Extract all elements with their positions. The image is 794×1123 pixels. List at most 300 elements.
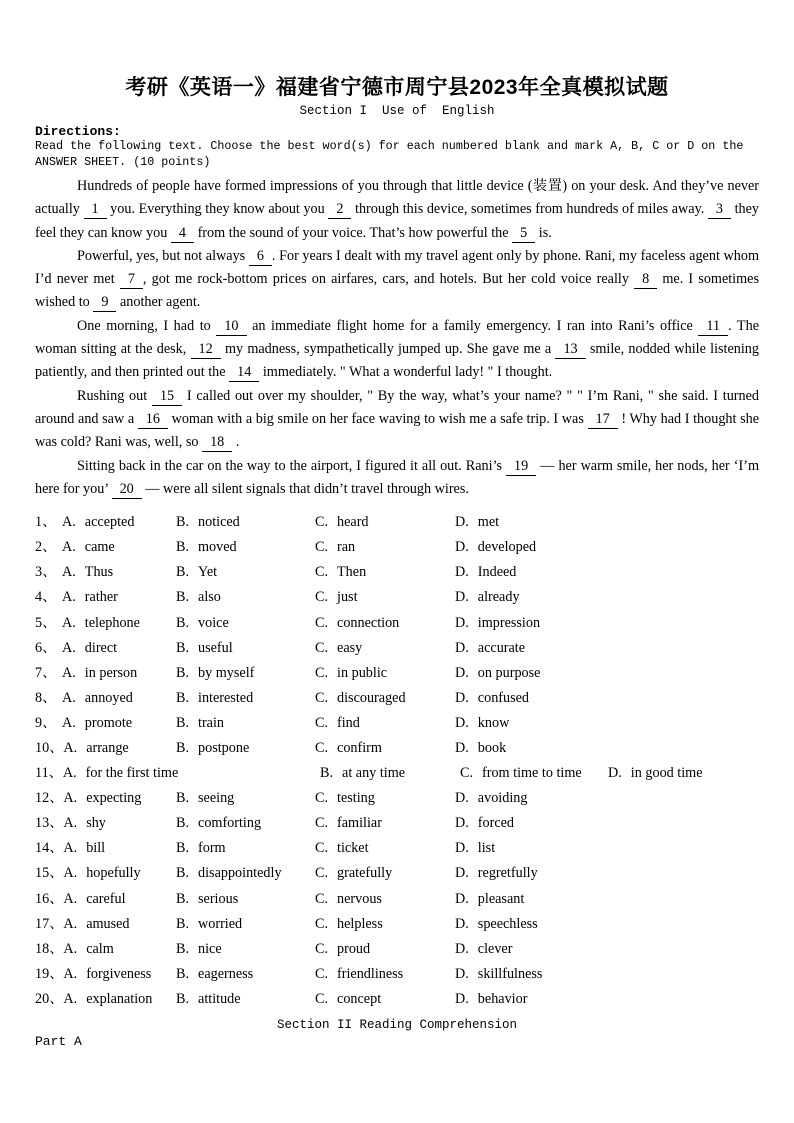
question-number: 9、 — [35, 714, 57, 731]
option-text: friendliness — [337, 965, 404, 982]
option-letter: D. — [455, 689, 469, 706]
option-cell — [176, 786, 315, 811]
option-cell — [315, 736, 455, 761]
option-letter: B. — [176, 890, 190, 907]
option-letter: A. — [62, 664, 76, 681]
option-letter: C. — [315, 639, 329, 656]
cloze-blank: 17 — [588, 411, 618, 429]
question-number: 15、 — [35, 865, 64, 882]
option-cell — [315, 962, 455, 987]
option-cell — [35, 611, 176, 636]
option-letter: D. — [455, 564, 469, 581]
option-cell — [315, 585, 455, 610]
question-number: 3、 — [35, 564, 57, 581]
option-cell — [176, 962, 315, 987]
option-cell — [455, 585, 759, 610]
option-letter: B. — [176, 639, 190, 656]
question-row — [35, 686, 759, 711]
option-letter: D. — [455, 740, 469, 756]
cloze-blank: 3 — [708, 201, 731, 219]
option-cell — [176, 811, 315, 836]
question-row — [35, 786, 759, 811]
option-text: Thus — [84, 564, 114, 581]
option-cell — [35, 987, 176, 1012]
option-letter: B. — [320, 765, 334, 782]
option-text: speechless — [477, 915, 538, 932]
option-cell — [315, 987, 455, 1012]
option-cell — [315, 560, 455, 585]
option-text: impression — [477, 614, 541, 631]
option-letter: D. — [455, 614, 469, 631]
option-text: ticket — [337, 840, 369, 857]
option-letter: D. — [455, 589, 469, 606]
cloze-blank: 11 — [698, 318, 728, 336]
option-letter: C. — [460, 765, 474, 782]
option-text: already — [477, 589, 520, 606]
question-row — [35, 761, 759, 786]
option-text: amused — [86, 915, 130, 932]
option-text: annoyed — [84, 689, 133, 706]
question-number: 16、 — [35, 890, 64, 907]
option-text: developed — [477, 539, 537, 556]
option-letter: A. — [63, 890, 78, 907]
option-text: ran — [337, 539, 356, 556]
option-cell — [455, 611, 759, 636]
option-text: from time to time — [482, 765, 582, 782]
option-letter: A. — [62, 514, 76, 531]
cloze-blank: 4 — [171, 225, 194, 243]
cloze-blank: 16 — [138, 411, 168, 429]
option-text: pleasant — [477, 890, 525, 907]
option-text: comforting — [198, 815, 262, 832]
option-letter: D. — [455, 790, 469, 807]
option-letter: A. — [63, 990, 78, 1007]
option-letter: D. — [455, 990, 469, 1007]
option-cell — [176, 836, 315, 861]
option-cell — [460, 761, 608, 786]
question-row — [35, 912, 759, 937]
option-text: explanation — [86, 990, 153, 1007]
option-text: by myself — [198, 664, 255, 681]
question-number: 1、 — [35, 514, 57, 531]
option-text: came — [84, 539, 115, 556]
option-letter: C. — [315, 740, 329, 756]
option-letter: B. — [176, 790, 190, 807]
option-letter: B. — [176, 714, 190, 731]
option-cell — [455, 811, 759, 836]
option-cell — [176, 636, 315, 661]
option-cell — [35, 636, 176, 661]
option-letter: C. — [315, 940, 329, 957]
option-letter: B. — [176, 664, 190, 681]
option-cell — [315, 711, 455, 736]
option-cell — [455, 987, 759, 1012]
option-cell — [315, 661, 455, 686]
option-text: hopefully — [86, 865, 141, 882]
option-text: in good time — [630, 765, 703, 782]
option-letter: A. — [63, 740, 78, 756]
question-row — [35, 811, 759, 836]
option-letter: D. — [455, 865, 469, 882]
option-text: Then — [337, 564, 367, 581]
question-number: 7、 — [35, 664, 57, 681]
option-text: just — [337, 589, 358, 606]
option-letter: A. — [63, 815, 78, 832]
option-text: useful — [198, 639, 233, 656]
option-cell — [455, 711, 759, 736]
cloze-blank: 20 — [112, 481, 142, 499]
option-letter: A. — [62, 539, 76, 556]
option-cell — [35, 711, 176, 736]
option-text: accepted — [84, 514, 135, 531]
option-cell — [176, 736, 315, 761]
option-text: postpone — [198, 740, 250, 756]
option-letter: D. — [455, 714, 469, 731]
option-cell — [176, 661, 315, 686]
option-text: train — [198, 714, 225, 731]
option-text: behavior — [477, 990, 528, 1007]
option-text: shy — [86, 815, 106, 832]
option-text: disappointedly — [198, 865, 282, 882]
option-text: at any time — [342, 765, 406, 782]
option-cell — [320, 761, 460, 786]
option-letter: A. — [62, 614, 76, 631]
option-letter: C. — [315, 790, 329, 807]
option-letter: A. — [63, 865, 78, 882]
option-letter: C. — [315, 539, 329, 556]
option-text: accurate — [477, 639, 526, 656]
option-cell — [455, 535, 759, 560]
option-text: skillfulness — [477, 965, 543, 982]
option-letter: C. — [315, 614, 329, 631]
option-cell — [176, 861, 315, 886]
question-number: 6、 — [35, 639, 57, 656]
option-text: expecting — [86, 790, 142, 807]
option-letter: C. — [315, 890, 329, 907]
option-letter: C. — [315, 840, 329, 857]
option-letter: B. — [176, 740, 190, 756]
question-row — [35, 836, 759, 861]
option-letter: D. — [455, 815, 469, 832]
option-cell — [35, 786, 176, 811]
question-row — [35, 962, 759, 987]
option-letter: B. — [176, 915, 190, 932]
option-letter: D. — [455, 664, 469, 681]
question-number: 18、 — [35, 940, 64, 957]
option-text: Yet — [198, 564, 218, 581]
option-letter: D. — [608, 765, 622, 782]
question-number: 20、 — [35, 990, 64, 1007]
option-letter: B. — [176, 840, 190, 857]
option-text: list — [477, 840, 496, 857]
question-number: 5、 — [35, 614, 57, 631]
question-row — [35, 535, 759, 560]
option-cell — [35, 686, 176, 711]
question-number: 19、 — [35, 965, 64, 982]
option-text: book — [477, 740, 507, 756]
option-letter: D. — [455, 840, 469, 857]
option-text: regretfully — [477, 865, 538, 882]
cloze-blank: 14 — [229, 364, 259, 382]
option-cell — [315, 510, 455, 535]
option-letter: B. — [176, 689, 190, 706]
option-text: forgiveness — [86, 965, 152, 982]
question-row — [35, 711, 759, 736]
option-text: find — [337, 714, 360, 731]
cloze-blank: 5 — [512, 225, 535, 243]
option-letter: B. — [176, 539, 190, 556]
question-number: 4、 — [35, 589, 57, 606]
option-letter: D. — [455, 639, 469, 656]
cloze-blank: 9 — [93, 294, 116, 312]
option-text: connection — [337, 614, 400, 631]
option-text: seeing — [198, 790, 235, 807]
question-row — [35, 736, 759, 761]
question-row — [35, 510, 759, 535]
option-text: concept — [337, 990, 382, 1007]
option-cell — [35, 861, 176, 886]
option-cell — [315, 811, 455, 836]
option-cell — [315, 636, 455, 661]
page-title: 考研《英语一》福建省宁德市周宁县2023年全真模拟试题 — [125, 76, 669, 99]
option-letter: C. — [315, 664, 329, 681]
question-row — [35, 585, 759, 610]
question-number: 10、 — [35, 740, 64, 756]
option-text: clever — [477, 940, 513, 957]
option-cell — [35, 962, 176, 987]
option-letter: A. — [63, 940, 78, 957]
option-text: careful — [86, 890, 126, 907]
passage-paragraph: Sitting back in the car on the way to the airport, I figured it all out. Rani’s 19 — her warm smile, her nods, her ‘I’m here for you’ 20 — were all silent signals that didn’t travel through wires. — [35, 457, 759, 497]
option-letter: B. — [176, 815, 190, 832]
passage-paragraph: Powerful, yes, but not always 6 . For years I dealt with my travel agent only by phone. Rani, my faceless agent whom I’d never met 7 , got me rock-bottom prices on airfares, cars, and hotels. But her cold voice really 8 me. I sometimes wished to 9 another agent. — [35, 247, 759, 311]
option-letter: C. — [315, 815, 329, 832]
option-letter: B. — [176, 965, 190, 982]
section2-heading: Section II Reading Comprehension — [276, 1018, 518, 1033]
directions-label: Directions: — [35, 124, 121, 139]
option-cell — [176, 912, 315, 937]
option-cell — [455, 686, 759, 711]
option-text: Indeed — [477, 564, 517, 581]
option-text: confused — [477, 689, 530, 706]
option-text: also — [198, 589, 221, 606]
option-letter: A. — [62, 639, 76, 656]
question-row — [35, 661, 759, 686]
option-letter: A. — [62, 714, 76, 731]
option-letter: C. — [315, 689, 329, 706]
option-letter: D. — [455, 539, 469, 556]
cloze-blank: 19 — [506, 458, 536, 476]
option-letter: B. — [176, 865, 190, 882]
option-cell — [176, 987, 315, 1012]
option-cell — [176, 560, 315, 585]
option-text: know — [477, 714, 510, 731]
option-cell — [176, 686, 315, 711]
option-letter: B. — [176, 940, 190, 957]
option-letter: A. — [62, 689, 76, 706]
option-letter: D. — [455, 915, 469, 932]
cloze-blank: 1 — [84, 201, 107, 219]
option-letter: C. — [315, 965, 329, 982]
option-letter: A. — [63, 840, 78, 857]
option-letter: D. — [455, 890, 469, 907]
option-text: in public — [337, 664, 388, 681]
option-text: forced — [477, 815, 515, 832]
option-cell — [455, 962, 759, 987]
option-cell — [455, 661, 759, 686]
option-text: interested — [198, 689, 254, 706]
cloze-blank: 18 — [202, 434, 232, 452]
option-text: gratefully — [337, 865, 393, 882]
option-letter: D. — [455, 940, 469, 957]
option-cell — [35, 585, 176, 610]
option-cell — [315, 786, 455, 811]
option-cell — [455, 912, 759, 937]
question-row — [35, 887, 759, 912]
option-cell — [455, 887, 759, 912]
option-text: direct — [84, 639, 118, 656]
passage-paragraph: Rushing out 15 I called out over my shoulder, " By the way, what’s your name? " " I’m Rani, " she said. I turned around and saw a 16 woman with a big smile on her face waving to wish me a safe trip. I was 17 ! Why had I thought she was cold? Rani was, well, so 18 . — [35, 387, 760, 451]
cloze-blank: 13 — [555, 341, 585, 359]
option-cell — [315, 887, 455, 912]
option-text: bill — [86, 840, 106, 857]
cloze-blank: 6 — [249, 248, 272, 266]
option-letter: C. — [315, 714, 329, 731]
option-text: nice — [198, 940, 222, 957]
question-number: 12、 — [35, 790, 64, 807]
option-cell — [315, 686, 455, 711]
option-cell — [176, 611, 315, 636]
option-letter: C. — [315, 915, 329, 932]
question-row — [35, 861, 759, 886]
question-number: 8、 — [35, 689, 57, 706]
option-text: heard — [337, 514, 369, 531]
option-cell — [35, 761, 320, 786]
option-letter: C. — [315, 865, 329, 882]
cloze-blank: 10 — [216, 318, 246, 336]
option-cell — [315, 836, 455, 861]
option-text: on purpose — [477, 664, 541, 681]
option-cell — [455, 736, 759, 761]
option-text: proud — [337, 940, 371, 957]
question-row — [35, 560, 759, 585]
passage-paragraph: One morning, I had to 10 an immediate flight home for a family emergency. I ran into Rani’s office 11 . The woman sitting at the desk, 12 my madness, sympathetically jumped up. She gave me a 13 smile, nodded while listening patiently, and then printed out the 14 immediately. " What a wonderful lady! " I thought. — [35, 317, 759, 381]
option-cell — [315, 535, 455, 560]
question-number: 11、 — [35, 765, 63, 782]
option-cell — [455, 937, 759, 962]
option-cell — [315, 861, 455, 886]
option-text: familiar — [337, 815, 382, 832]
question-number: 13、 — [35, 815, 64, 832]
option-text: helpless — [337, 915, 383, 932]
option-cell — [608, 761, 759, 786]
option-cell — [176, 535, 315, 560]
option-cell — [35, 661, 176, 686]
option-letter: B. — [176, 990, 190, 1007]
question-number: 2、 — [35, 539, 57, 556]
option-letter: A. — [62, 564, 76, 581]
passage-paragraph: Hundreds of people have formed impressions of you through that little device (装置) on your desk. And they’ve never actually 1 you. Everything they know about you 2 through this device, sometimes from hundreds of miles away. 3 they feel they can know you 4 from the sound of your voice. That’s how powerful the 5 is. — [35, 178, 759, 241]
option-cell — [35, 811, 176, 836]
option-letter: A. — [62, 589, 76, 606]
option-text: met — [477, 514, 500, 531]
option-text: voice — [198, 614, 229, 631]
option-cell — [455, 836, 759, 861]
option-cell — [35, 912, 176, 937]
option-text: eagerness — [198, 965, 254, 982]
option-cell — [455, 510, 759, 535]
option-letter: C. — [315, 990, 329, 1007]
option-text: confirm — [337, 740, 382, 756]
option-text: calm — [86, 940, 114, 957]
question-row — [35, 937, 759, 962]
option-cell — [35, 560, 176, 585]
option-text: moved — [198, 539, 237, 556]
cloze-blank: 15 — [152, 388, 182, 406]
part-a-label: Part A — [35, 1034, 82, 1050]
option-text: testing — [337, 790, 375, 807]
question-list — [35, 510, 759, 1012]
option-cell — [35, 937, 176, 962]
option-text: arrange — [86, 740, 129, 756]
option-cell — [315, 912, 455, 937]
question-number: 17、 — [35, 915, 64, 932]
option-letter: A. — [63, 965, 78, 982]
option-text: for the first time — [85, 765, 179, 782]
option-cell — [35, 887, 176, 912]
option-cell — [35, 836, 176, 861]
option-cell — [455, 636, 759, 661]
option-text: noticed — [198, 514, 240, 531]
option-letter: B. — [176, 589, 190, 606]
option-text: discouraged — [337, 689, 406, 706]
cloze-blank: 12 — [191, 341, 221, 359]
question-row — [35, 636, 759, 661]
option-letter: A. — [63, 790, 78, 807]
option-text: easy — [337, 639, 363, 656]
option-letter: D. — [455, 514, 469, 531]
option-cell — [455, 786, 759, 811]
option-letter: C. — [315, 589, 329, 606]
option-cell — [176, 585, 315, 610]
section1-heading: Section I Use of English — [299, 104, 495, 118]
option-letter: D. — [455, 965, 469, 982]
option-letter: B. — [176, 614, 190, 631]
option-cell — [315, 611, 455, 636]
cloze-blank: 8 — [634, 271, 657, 289]
option-text: in person — [84, 664, 138, 681]
option-cell — [315, 937, 455, 962]
option-text: promote — [84, 714, 133, 731]
option-cell — [35, 736, 176, 761]
option-text: telephone — [84, 614, 140, 631]
question-number: 14、 — [35, 840, 64, 857]
option-letter: B. — [176, 564, 190, 581]
cloze-passage — [35, 175, 759, 501]
option-cell — [35, 510, 176, 535]
option-cell — [455, 861, 759, 886]
question-row — [35, 987, 759, 1012]
option-cell — [35, 535, 176, 560]
option-letter: C. — [315, 514, 329, 531]
option-text: attitude — [198, 990, 241, 1007]
option-cell — [176, 937, 315, 962]
option-cell — [176, 711, 315, 736]
option-text: worried — [198, 915, 243, 932]
directions-text: Read the following text. Choose the best word(s) for each numbered blank and mark A, B, C or D on the ANSWER SHEET. (10 points) — [35, 139, 744, 169]
option-cell — [176, 510, 315, 535]
option-text: serious — [198, 890, 239, 907]
